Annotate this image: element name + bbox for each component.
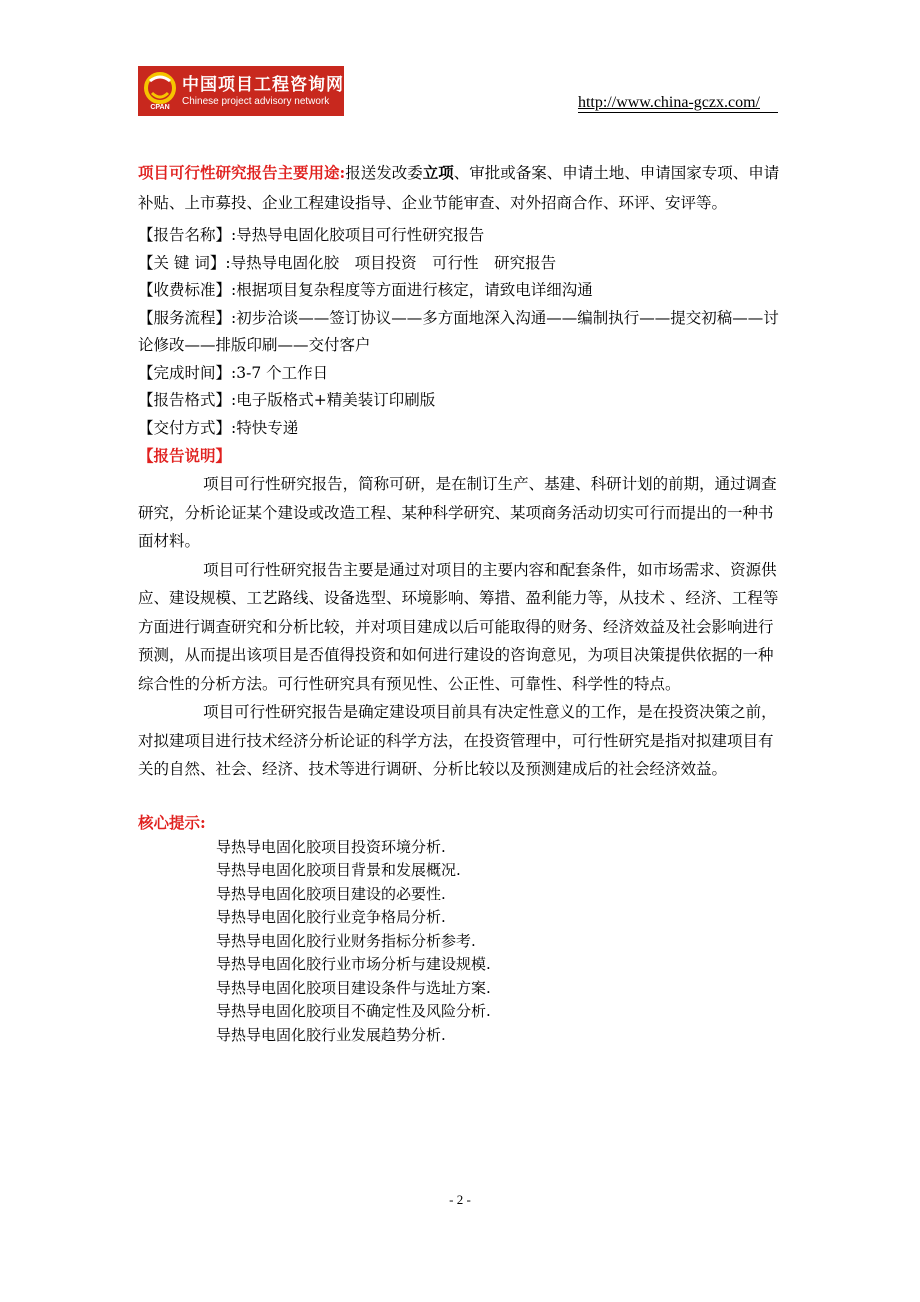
field-completion-time <box>138 360 786 388</box>
core-tips-title: 核心提示: <box>138 812 206 832</box>
field-label: 【交付方式】: <box>138 418 237 437</box>
site-url-link[interactable]: http://www.china-gczx.com/ <box>578 94 778 113</box>
page-number: - 2 - <box>449 1192 471 1207</box>
intro-paragraph <box>138 158 786 218</box>
list-item: 导热导电固化胶行业发展趋势分析. <box>216 1025 446 1044</box>
list-item: 导热导电固化胶行业市场分析与建设规模. <box>216 955 491 973</box>
core-tips-list <box>138 836 786 1048</box>
list-item: 导热导电固化胶项目不确定性及风险分析. <box>216 1002 491 1020</box>
field-value: 导热导电固化胶 项目投资 可行性 研究报告 <box>230 253 557 272</box>
list-item: 导热导电固化胶项目投资环境分析. <box>216 837 446 856</box>
logo-chinese-name: 中国项目工程咨询网 <box>182 74 344 95</box>
logo-emblem-icon <box>142 71 178 111</box>
logo-badge: CPAN <box>150 104 170 111</box>
field-report-name <box>138 222 786 250</box>
intro-text-a: 报送发改委 <box>345 164 423 182</box>
field-delivery-method <box>138 415 786 443</box>
list-item: 导热导电固化胶项目建设条件与选址方案. <box>216 978 491 997</box>
intro-colon: : <box>339 163 346 182</box>
intro-bold: 立项 <box>422 163 454 182</box>
page-header <box>138 66 778 118</box>
field-value: 初步洽谈——签订协议——多方面地深入沟通——编制执行——提交初稿——讨论修改——排版印刷——交付客户 <box>138 308 779 354</box>
intro-label: 项目可行性研究报告主要用途 <box>138 163 340 182</box>
field-value: 特快专递 <box>236 418 299 437</box>
field-value: 电子版格式+精美装订印刷版 <box>236 391 436 409</box>
field-label: 【关 键 词】: <box>138 253 231 272</box>
field-value: 根据项目复杂程度等方面进行核定，请致电详细沟通 <box>236 281 593 299</box>
list-item: 导热导电固化胶项目背景和发展概况. <box>216 861 461 879</box>
report-paragraph: 项目可行性研究报告，简称可研，是在制订生产、基建、科研计划的前期，通过调查研究，分析论证某个建设或改造工程、某种科学研究、某项商务活动切实可行而提出的一种书面材料。 <box>138 475 777 550</box>
field-label: 【报告名称】: <box>138 226 237 244</box>
field-value: 3-7 个工作日 <box>236 363 329 382</box>
field-report-format <box>138 387 786 415</box>
report-paragraph: 项目可行性研究报告主要是通过对项目的主要内容和配套条件，如市场需求、资源供应、建设规模、工艺路线、设备选型、环境影响、筹措、盈利能力等，从技术 、经济、工程等方面进行调查研究和分析比较，并对项目建成以后可能取得的财务、经济效益及社会影响进行预测，从而提出该项目是否值得投资和如何进行建设的咨询意见，为项目决策提供依据的一种综合性的分析方法。可行性研究具有预见性、公正性、可靠性、科学性的特点。 <box>138 560 779 693</box>
logo-english-name: Chinese project advisory network <box>182 95 330 107</box>
list-item: 导热导电固化胶行业竞争格局分析. <box>216 908 446 926</box>
field-fee-standard <box>138 277 786 305</box>
field-label: 【报告格式】: <box>138 391 237 409</box>
document-body <box>138 158 786 1047</box>
list-item: 导热导电固化胶项目建设的必要性. <box>216 884 446 903</box>
field-service-process <box>138 305 786 360</box>
report-description-title: 【报告说明】 <box>138 446 232 465</box>
field-label: 【服务流程】: <box>138 308 237 327</box>
report-paragraph: 项目可行性研究报告是确定建设项目前具有决定性意义的工作，是在投资决策之前，对拟建项目进行技术经济分析论证的科学方法，在投资管理中，可行性研究是指对拟建项目有关的自然、社会、经济、技术等进行调研、分析比较以及预测建成后的社会经济效益。 <box>138 703 777 778</box>
list-item: 导热导电固化胶行业财务指标分析参考. <box>216 931 476 950</box>
field-label: 【收费标准】: <box>138 281 237 299</box>
site-logo <box>138 66 344 116</box>
info-fields <box>138 222 786 442</box>
field-value: 导热导电固化胶项目可行性研究报告 <box>236 226 485 244</box>
field-label: 【完成时间】: <box>138 363 237 382</box>
field-keywords <box>138 250 786 278</box>
intro-text-b: 、审批或备案、申请土地、申请国家专项、申请补贴、上市募投、企业工程建设指导、企业节能审查、对外招商合作、环评、安评等。 <box>138 164 780 212</box>
